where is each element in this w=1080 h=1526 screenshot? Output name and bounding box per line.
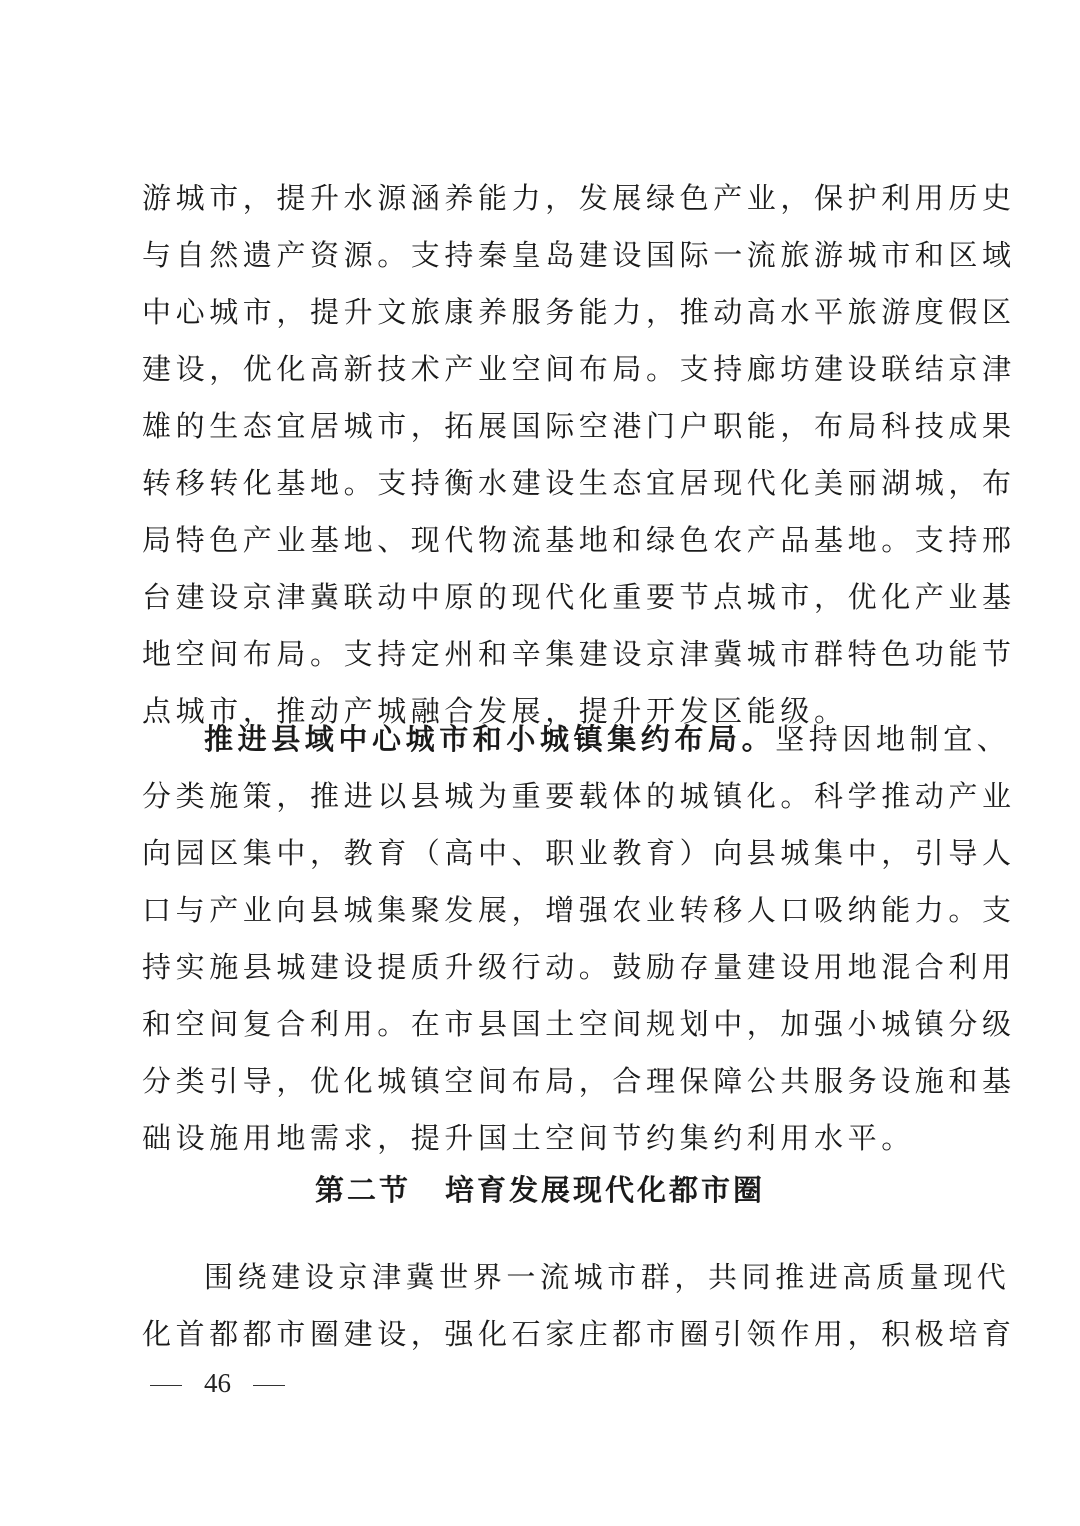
text-line xyxy=(142,711,1011,768)
text-line: 建设，优化高新技术产业空间布局。支持廊坊建设联结京津 xyxy=(142,352,1016,386)
footer-dash-right xyxy=(253,1385,285,1386)
text-line: 口与产业向县城集聚发展，增强农业转移人口吸纳能力。支 xyxy=(142,893,1016,927)
footer-dash-left xyxy=(150,1385,182,1386)
text-line: 持实施县城建设提质升级行动。鼓励存量建设用地混合利用 xyxy=(142,950,1016,984)
paragraph-lead-heading: 推进县域中心城市和小城镇集约布局。 xyxy=(204,722,776,756)
paragraph-county-towns xyxy=(142,711,1016,1167)
paragraph-metro-areas xyxy=(142,1249,1016,1363)
text-fragment: 坚持因地制宜、 xyxy=(775,722,1011,756)
text-line: 地空间布局。支持定州和辛集建设京津冀城市群特色功能节 xyxy=(142,637,1016,671)
section-heading xyxy=(0,1168,1080,1209)
text-line: 础设施用地需求，提升国土空间节约集约利用水平。 xyxy=(142,1121,915,1155)
text-line: 和空间复合利用。在市县国土空间规划中，加强小城镇分级 xyxy=(142,1007,1016,1041)
section-title: 培育发展现代化都市圈 xyxy=(445,1173,766,1207)
text-line: 中心城市，提升文旅康养服务能力，推动高水平旅游度假区 xyxy=(142,295,1016,329)
section-number: 第二节 xyxy=(314,1173,411,1207)
page-number: 46 xyxy=(204,1368,231,1398)
text-line: 点城市，推动产城融合发展，提升开发区能级。 xyxy=(142,694,848,728)
text-line: 与自然遗产资源。支持秦皇岛建设国际一流旅游城市和区域 xyxy=(142,238,1016,272)
text-line: 转移转化基地。支持衡水建设生态宜居现代化美丽湖城，布 xyxy=(142,466,1016,500)
page-footer xyxy=(150,1368,285,1399)
text-line: 游城市，提升水源涵养能力，发展绿色产业，保护利用历史 xyxy=(142,181,1016,215)
text-line: 向园区集中，教育（高中、职业教育）向县城集中，引导人 xyxy=(142,836,1016,870)
text-line: 台建设京津冀联动中原的现代化重要节点城市，优化产业基 xyxy=(142,580,1016,614)
text-line: 分类施策，推进以县城为重要载体的城镇化。科学推动产业 xyxy=(142,779,1016,813)
text-line: 分类引导，优化城镇空间布局，合理保障公共服务设施和基 xyxy=(142,1064,1016,1098)
text-line: 围绕建设京津冀世界一流城市群，共同推进高质量现代 xyxy=(204,1260,1011,1294)
text-line: 化首都都市圈建设，强化石家庄都市圈引领作用，积极培育 xyxy=(142,1317,1016,1351)
text-line: 局特色产业基地、现代物流基地和绿色农产品基地。支持邢 xyxy=(142,523,1016,557)
text-line: 雄的生态宜居城市，拓展国际空港门户职能，布局科技成果 xyxy=(142,409,1016,443)
